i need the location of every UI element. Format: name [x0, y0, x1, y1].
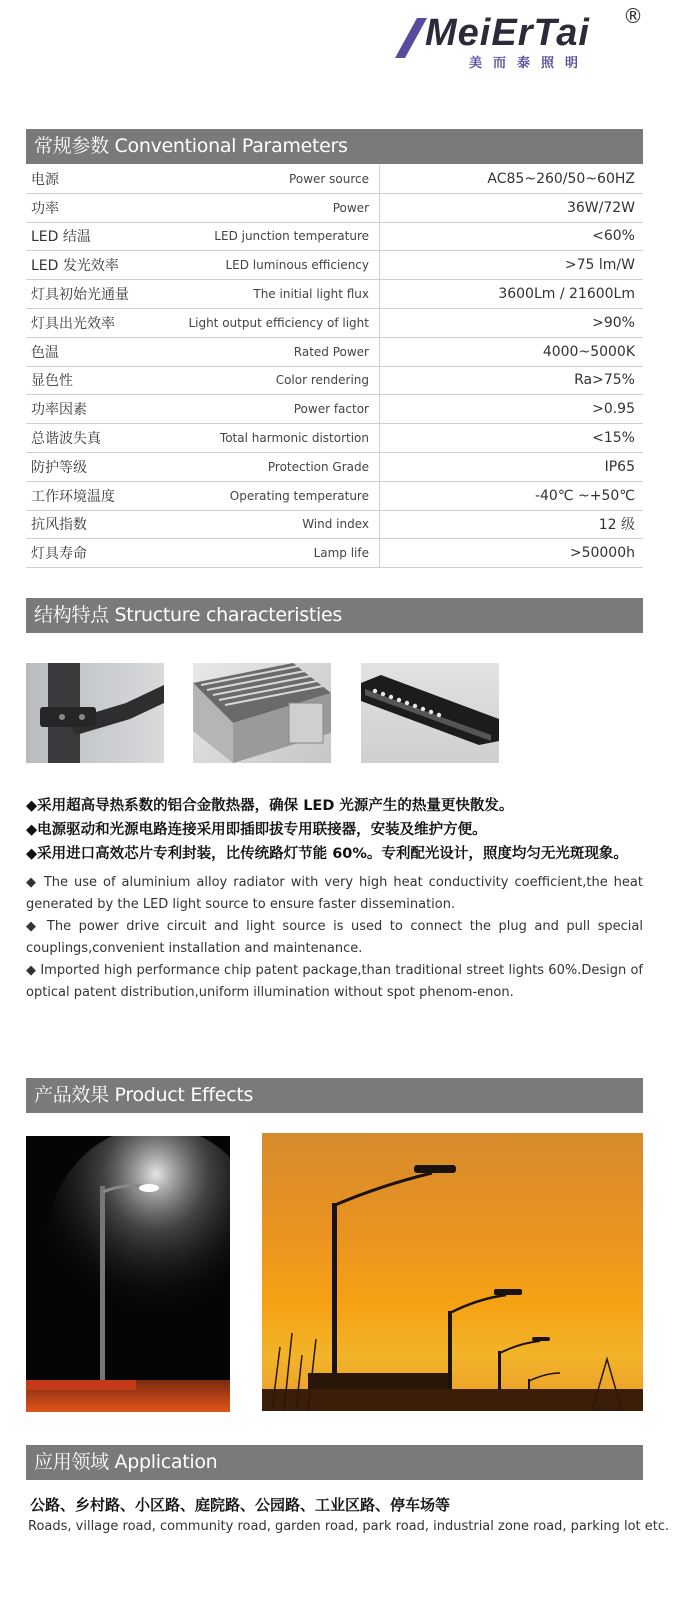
parameter-name-cn: LED 结温	[26, 222, 166, 251]
parameter-name-en: Lamp life	[166, 539, 380, 568]
photo-pole-bracket	[26, 663, 164, 763]
parameters-table	[26, 165, 643, 568]
parameter-row	[26, 165, 643, 193]
parameter-row	[26, 337, 643, 366]
feature-en-3: ◆ Imported high performance chip patent package,than traditional street lights 60%.Design of optical patent distribution,uniform illumination without spot phenom-enon.	[26, 963, 643, 1000]
parameter-name-en: LED junction temperature	[166, 222, 380, 251]
parameter-row	[26, 510, 643, 539]
parameter-value: 3600Lm / 21600Lm	[380, 280, 644, 309]
parameter-row	[26, 366, 643, 395]
parameter-value: 36W/72W	[380, 193, 644, 222]
parameter-row	[26, 308, 643, 337]
photo-sunset-streetlights	[262, 1133, 643, 1411]
parameter-name-en: LED luminous efficiency	[166, 251, 380, 280]
parameter-value: AC85~260/50~60HZ	[380, 165, 644, 193]
application-cn-text: 公路、乡村路、小区路、庭院路、公园路、工业区路、停车场等	[30, 1496, 451, 1514]
photo-heat-sink	[193, 663, 331, 763]
photo-night-streetlight	[26, 1136, 230, 1412]
parameter-name-en: Rated Power	[166, 337, 380, 366]
parameter-name-cn: 灯具初始光通量	[26, 280, 166, 309]
application-en-text: Roads, village road, community road, garden road, park road, industrial zone road, parking lot etc.	[28, 1519, 670, 1534]
parameter-name-en: Light output efficiency of light	[166, 308, 380, 337]
parameter-name-en: Power	[166, 193, 380, 222]
section-header-parameters: 常规参数 Conventional Parameters	[26, 129, 643, 164]
parameter-name-cn: 色温	[26, 337, 166, 366]
parameter-name-en: The initial light flux	[166, 280, 380, 309]
parameter-name-cn: 工作环境温度	[26, 481, 166, 510]
brand-logo	[395, 4, 655, 71]
parameter-value: 12 级	[380, 510, 644, 539]
parameter-row	[26, 251, 643, 280]
logo-wordmark: MeiErTai	[425, 12, 590, 54]
parameter-row	[26, 222, 643, 251]
section-header-application: 应用领域 Application	[26, 1445, 643, 1480]
parameter-row	[26, 452, 643, 481]
registered-mark: ®	[623, 4, 643, 28]
parameter-value: 4000~5000K	[380, 337, 644, 366]
parameter-name-cn: 功率因素	[26, 395, 166, 424]
parameter-name-cn: 抗风指数	[26, 510, 166, 539]
parameter-name-cn: 防护等级	[26, 452, 166, 481]
feature-cn-3: ◆采用进口高效芯片专利封装，比传统路灯节能 60%。专利配光设计，照度均匀无光斑现象。	[26, 846, 628, 862]
parameter-row	[26, 395, 643, 424]
feature-cn-1: ◆采用超高导热系数的铝合金散热器，确保 LED 光源产生的热量更快散发。	[26, 798, 514, 814]
section-header-structure: 结构特点 Structure characteristies	[26, 598, 643, 633]
parameter-row	[26, 539, 643, 568]
feature-cn-2: ◆电源驱动和光源电路连接采用即插即拔专用联接器，安装及维护方便。	[26, 822, 487, 838]
parameter-name-en: Protection Grade	[166, 452, 380, 481]
parameter-name-cn: 总谐波失真	[26, 424, 166, 453]
parameter-name-cn: 功率	[26, 193, 166, 222]
parameter-value: Ra>75%	[380, 366, 644, 395]
parameter-value: >50000h	[380, 539, 644, 568]
section-header-effects: 产品效果 Product Effects	[26, 1078, 643, 1113]
parameter-name-en: Wind index	[166, 510, 380, 539]
parameter-name-cn: 显色性	[26, 366, 166, 395]
parameter-name-cn: LED 发光效率	[26, 251, 166, 280]
parameter-name-en: Power source	[166, 165, 380, 193]
parameter-value: >75 lm/W	[380, 251, 644, 280]
feature-en-2: ◆ The power drive circuit and light source is used to connect the plug and pull special couplings,convenient installation and maintenance.	[26, 919, 643, 956]
parameter-value: >0.95	[380, 395, 644, 424]
feature-list	[26, 794, 643, 1004]
parameter-name-cn: 电源	[26, 165, 166, 193]
logo-chinese-name: 美而泰照明	[469, 56, 590, 71]
parameter-row	[26, 193, 643, 222]
parameter-value: <15%	[380, 424, 644, 453]
parameter-name-cn: 灯具出光效率	[26, 308, 166, 337]
parameter-name-cn: 灯具寿命	[26, 539, 166, 568]
parameter-name-en: Operating temperature	[166, 481, 380, 510]
parameter-name-en: Color rendering	[166, 366, 380, 395]
feature-en-1: ◆ The use of aluminium alloy radiator with very high heat conductivity coefficient,the heat generated by the LED light source to ensure faster dissemination.	[26, 875, 643, 912]
parameter-value: <60%	[380, 222, 644, 251]
parameter-name-en: Power factor	[166, 395, 380, 424]
parameter-row	[26, 280, 643, 309]
parameter-name-en: Total harmonic distortion	[166, 424, 380, 453]
parameter-value: -40℃ ~+50℃	[380, 481, 644, 510]
photo-led-module	[361, 663, 499, 763]
parameter-value: IP65	[380, 452, 644, 481]
parameter-row	[26, 481, 643, 510]
parameter-value: >90%	[380, 308, 644, 337]
parameter-row	[26, 424, 643, 453]
